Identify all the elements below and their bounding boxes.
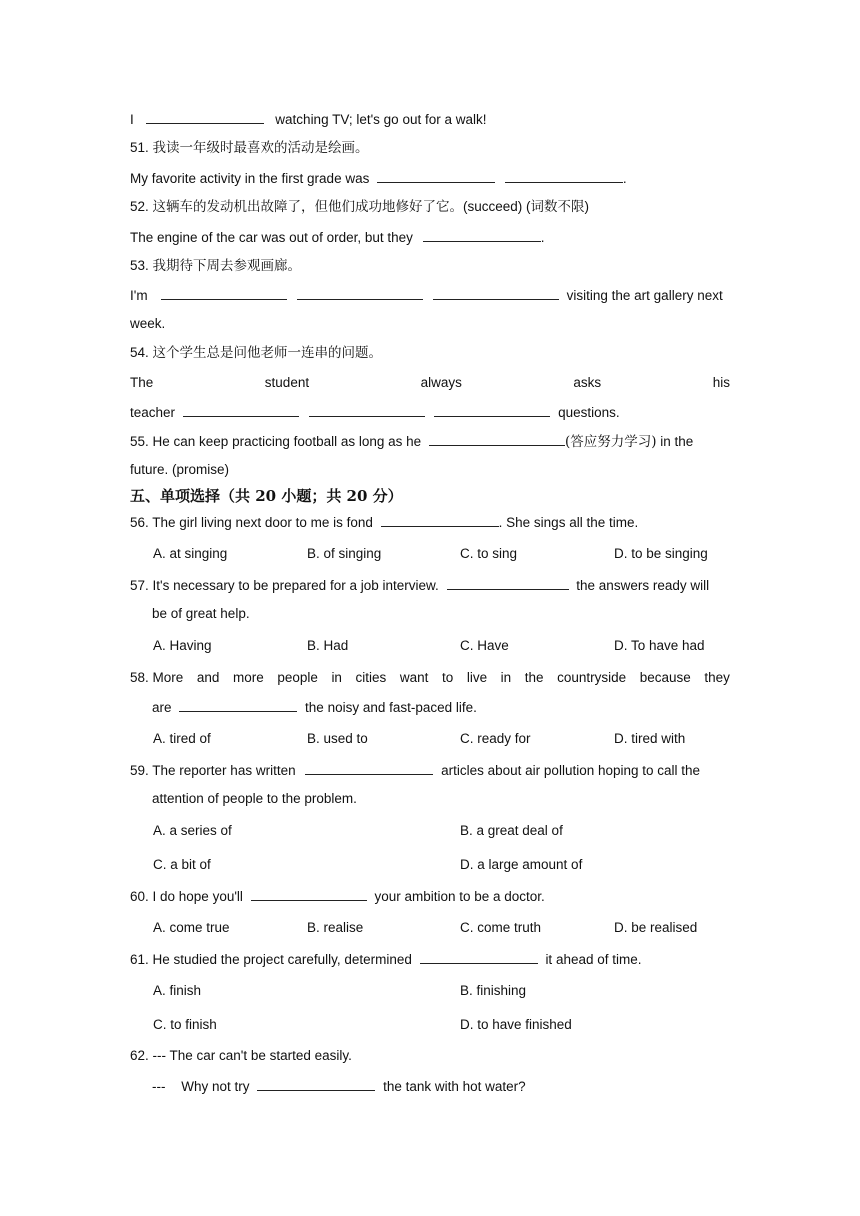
answer-blank[interactable] [429, 431, 565, 446]
q52-text: The engine of the car was out of order, but they [130, 230, 413, 245]
word: they [704, 670, 730, 685]
q55-line1 [130, 431, 730, 452]
q55-line2: future. (promise) [130, 462, 230, 477]
word: in [331, 670, 342, 685]
option-c[interactable]: C. ready for [460, 731, 531, 746]
word: 58. More [130, 670, 184, 685]
answer-blank[interactable] [434, 402, 550, 417]
q57-text: 57. It's necessary to be prepared for a job interview. [130, 578, 439, 593]
option-d[interactable]: D. to have finished [460, 1017, 572, 1032]
q55-text: 55. He can keep practicing football as long as he [130, 434, 422, 449]
word: want [399, 670, 429, 685]
q51-english [130, 168, 730, 189]
option-c[interactable]: C. to finish [153, 1017, 217, 1032]
q56-text: 56. The girl living next door to me is fond [130, 515, 373, 530]
q55-hint: (答应努力学习) [564, 434, 657, 450]
answer-blank[interactable] [423, 227, 541, 242]
q54-chinese: 54. 这个学生总是问他老师一连串的问题。 [130, 345, 383, 360]
word: student [264, 375, 310, 390]
option-c[interactable]: C. Have [460, 638, 509, 653]
answer-blank[interactable] [377, 168, 495, 183]
answer-blank[interactable] [381, 512, 499, 527]
answer-blank[interactable] [179, 697, 297, 712]
q55-end: in the [660, 434, 694, 449]
answer-blank[interactable] [447, 575, 569, 590]
word: his [712, 375, 730, 390]
q52-english [130, 227, 730, 248]
word: to [441, 670, 454, 685]
period: . [622, 171, 627, 186]
q50-start: I [130, 112, 134, 127]
word: people [277, 670, 318, 685]
answer-blank[interactable] [309, 402, 425, 417]
q54-end: questions. [558, 405, 620, 420]
word: countryside [557, 670, 627, 685]
word: and [196, 670, 220, 685]
q61-text: 61. He studied the project carefully, determined [130, 952, 412, 967]
q59-line2: attention of people to the problem. [152, 791, 357, 806]
dialog-dash: --- [152, 1079, 166, 1094]
q53-english [130, 285, 730, 306]
word: more [232, 670, 264, 685]
q52-chinese: 52. 这辆车的发动机出故障了，但他们成功地修好了它。(succeed) (词数不限) [130, 199, 590, 214]
q54-english-line2 [130, 402, 730, 423]
answer-blank[interactable] [183, 402, 299, 417]
q50-line [130, 109, 730, 130]
word: because [639, 670, 691, 685]
answer-blank[interactable] [146, 109, 264, 124]
q51-text: My favorite activity in the first grade was [130, 171, 370, 186]
answer-blank[interactable] [505, 168, 623, 183]
answer-blank[interactable] [297, 285, 423, 300]
q54-english-line1 [130, 373, 730, 393]
option-b[interactable]: B. a great deal of [460, 823, 563, 838]
word: always [420, 375, 462, 390]
option-b[interactable]: B. Had [307, 638, 349, 653]
answer-blank[interactable] [257, 1076, 375, 1091]
q53-end: visiting the art gallery next [566, 288, 723, 303]
word: The [130, 375, 154, 390]
q54-text: teacher [130, 405, 176, 420]
option-b[interactable]: B. finishing [460, 983, 527, 998]
q56-stem [130, 512, 730, 533]
q58-end: the noisy and fast-paced life. [305, 700, 477, 715]
q60-end: your ambition to be a doctor. [374, 889, 545, 904]
option-d[interactable]: D. To have had [614, 638, 705, 653]
option-b[interactable]: B. used to [307, 731, 368, 746]
option-d[interactable]: D. a large amount of [460, 857, 583, 872]
q60-stem [130, 886, 730, 907]
q58-stem [130, 668, 730, 688]
q61-end: it ahead of time. [545, 952, 642, 967]
option-c[interactable]: C. a bit of [153, 857, 211, 872]
q57-line2: be of great help. [152, 606, 250, 621]
q50-end: watching TV; let's go out for a walk! [275, 112, 487, 127]
q62-text: Why not try [181, 1079, 250, 1094]
option-a[interactable]: A. Having [153, 638, 212, 653]
q58-line2 [152, 697, 730, 718]
q59-text: 59. The reporter has written [130, 763, 296, 778]
option-a[interactable]: A. at singing [153, 546, 228, 561]
q60-text: 60. I do hope you'll [130, 889, 243, 904]
word: in [500, 670, 512, 685]
option-d[interactable]: D. to be singing [614, 546, 708, 561]
section-title: 五、单项选择（共 20 小题；共 20 分） [130, 487, 403, 505]
option-d[interactable]: D. tired with [614, 731, 686, 746]
option-d[interactable]: D. be realised [614, 920, 698, 935]
option-a[interactable]: A. a series of [153, 823, 232, 838]
answer-blank[interactable] [433, 285, 559, 300]
period: . [540, 230, 545, 245]
q51-chinese: 51. 我读一年级时最喜欢的活动是绘画。 [130, 140, 369, 155]
option-b[interactable]: B. realise [307, 920, 364, 935]
q59-stem [130, 760, 730, 781]
q61-stem [130, 949, 730, 970]
q62-line1: 62. --- The car can't be started easily. [130, 1048, 352, 1063]
word: cities [355, 670, 387, 685]
q53-text: I'm [130, 288, 148, 303]
word: the [524, 670, 544, 685]
option-b[interactable]: B. of singing [307, 546, 382, 561]
q57-stem [130, 575, 730, 596]
q58-text: are [152, 700, 172, 715]
q53-line2: week. [130, 316, 166, 331]
option-c[interactable]: C. come truth [460, 920, 542, 935]
answer-blank[interactable] [305, 760, 433, 775]
q57-end: the answers ready will [576, 578, 710, 593]
answer-blank[interactable] [161, 285, 287, 300]
answer-blank[interactable] [420, 949, 538, 964]
q56-end: . She sings all the time. [498, 515, 639, 530]
option-c[interactable]: C. to sing [460, 546, 518, 561]
option-a[interactable]: A. tired of [153, 731, 211, 746]
word: live [466, 670, 488, 685]
q59-end: articles about air pollution hoping to call the [441, 763, 701, 778]
answer-blank[interactable] [251, 886, 367, 901]
option-a[interactable]: A. finish [153, 983, 202, 998]
q62-end: the tank with hot water? [383, 1079, 526, 1094]
q53-chinese: 53. 我期待下周去参观画廊。 [130, 258, 302, 273]
q62-line2 [152, 1076, 730, 1097]
option-a[interactable]: A. come true [153, 920, 230, 935]
word: asks [573, 375, 602, 390]
